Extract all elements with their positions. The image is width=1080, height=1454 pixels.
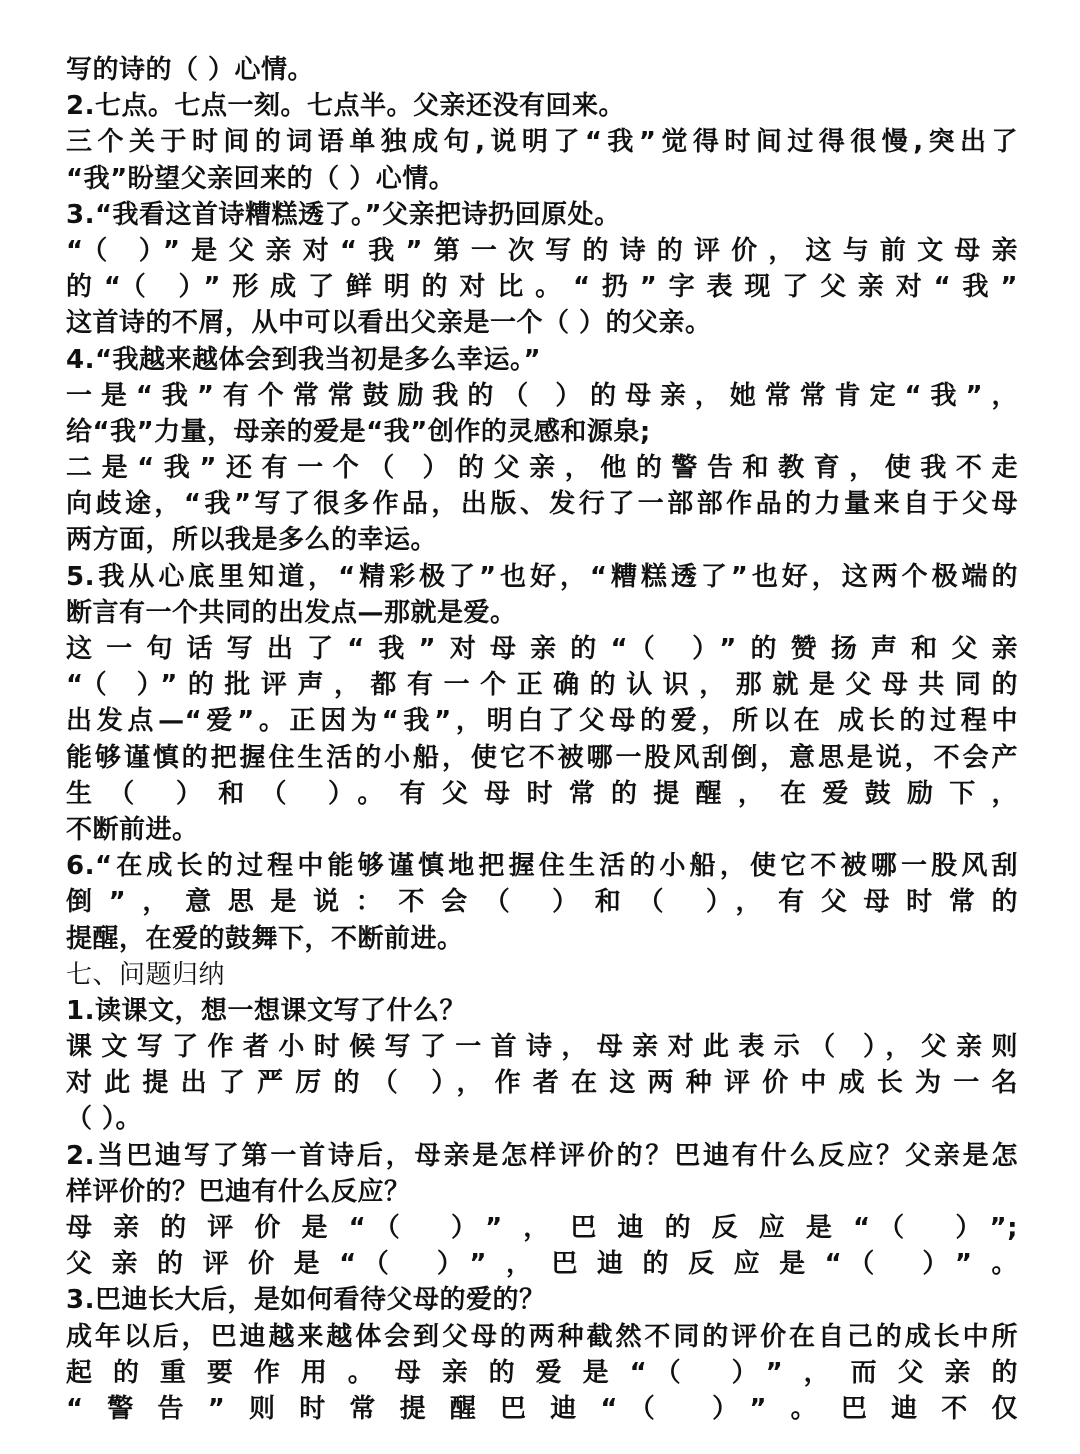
section-heading: 七、问题归纳 [66, 959, 226, 990]
text-line: 母亲的评价是“（ ）”，巴迪的反应是“（ ）”; [66, 1213, 1018, 1243]
text-line: “我”盼望父亲回来的（ ）心情。 [66, 163, 456, 194]
text-line: 2.当巴迪写了第一首诗后，母亲是怎样评价的？巴迪有什么反应？父亲是怎 [66, 1140, 1018, 1171]
text-line: 6.“在成长的过程中能够谨慎地把握住生活的小船，使它不被哪一股风刮 [66, 851, 1018, 882]
text-line: “（ ）”的批评声，都有一个正确的认识，那就是父母共同的 [66, 670, 1018, 701]
text-line: 2.七点。七点一刻。七点半。父亲还没有回来。 [66, 91, 625, 122]
worksheet-text-body [66, 52, 1018, 1427]
text-line: 生（ ）和（ ）。有父母时常的提醒，在爱鼓励下， [66, 778, 1018, 809]
text-line: 这首诗的不屑，从中可以看出父亲是一个（ ）的父亲。 [66, 308, 712, 339]
text-line: 样评价的？巴迪有什么反应？ [66, 1176, 411, 1207]
text-line: 4.“我越来越体会到我当初是多么幸运。” [66, 344, 542, 375]
text-line: 3.“我看这首诗糟糕透了。”父亲把诗扔回原处。 [66, 199, 621, 230]
text-line: 给“我”力量，母亲的爱是“我”创作的灵感和源泉; [66, 416, 651, 447]
text-line: 两方面，所以我是多么的幸运。 [66, 525, 438, 556]
text-line: 不断前进。 [66, 814, 199, 845]
text-line: 这一句话写出了“我”对母亲的“（ ）”的赞扬声和父亲 [66, 634, 1018, 664]
text-line: （ ）。 [66, 1104, 143, 1135]
text-line: 二是“我”还有一个（ ）的父亲，他的警告和教育，使我不走 [66, 453, 1018, 484]
text-line: “（ ）”是父亲对“我”第一次写的诗的评价，这与前文母亲 [66, 235, 1018, 266]
text-line: 父亲的评价是“（ ）”，巴迪的反应是“（ ）”。 [66, 1249, 1018, 1280]
text-line: 向歧途，“我”写了很多作品，出版、发行了一部部作品的力量来自于父母 [66, 489, 1018, 520]
text-line: 写的诗的（ ）心情。 [66, 55, 315, 85]
text-line: 起的重要作用。母亲的爱是“（ ）”，而父亲的 [66, 1357, 1018, 1388]
text-line: 的“（ ）”形成了鲜明的对比。“扔”字表现了父亲对“我” [66, 272, 1018, 303]
text-line: 断言有一个共同的出发点—那就是爱。 [66, 597, 517, 628]
text-line: 3.巴迪长大后，是如何看待父母的爱的？ [66, 1285, 546, 1316]
text-line: 成年以后，巴迪越来越体会到父母的两种截然不同的评价在自己的成长中所 [66, 1321, 1018, 1352]
text-line: 5.我从心底里知道，“精彩极了”也好，“糟糕透了”也好，这两个极端的 [66, 561, 1018, 592]
text-line: 三个关于时间的词语单独成句,说明了“我”觉得时间过得很慢,突出了 [66, 127, 1018, 158]
text-line: 对此提出了严厉的（ ），作者在这两种评价中成长为一名 [66, 1068, 1018, 1099]
text-line: 能够谨慎的把握住生活的小船，使它不被哪一股风刮倒，意思是说，不会产 [66, 742, 1018, 773]
text-line: 1.读课文，想一想课文写了什么？ [66, 995, 466, 1026]
text-line: 倒”，意思是说：不会（ ）和（ ），有父母时常的 [66, 887, 1018, 918]
text-line: 课文写了作者小时候写了一首诗，母亲对此表示（ ），父亲则 [66, 1032, 1018, 1063]
text-line: 一是“我”有个常常鼓励我的（ ）的母亲，她常常肯定“我”， [66, 380, 1018, 411]
text-line: 提醒，在爱的鼓舞下，不断前进。 [66, 923, 464, 954]
text-line: 出发点—“爱”。正因为“我”，明白了父母的爱，所以在 成长的过程中 [66, 706, 1018, 737]
text-line: “警告”则时常提醒巴迪“（ ）”。巴迪不仅 [66, 1393, 1018, 1424]
